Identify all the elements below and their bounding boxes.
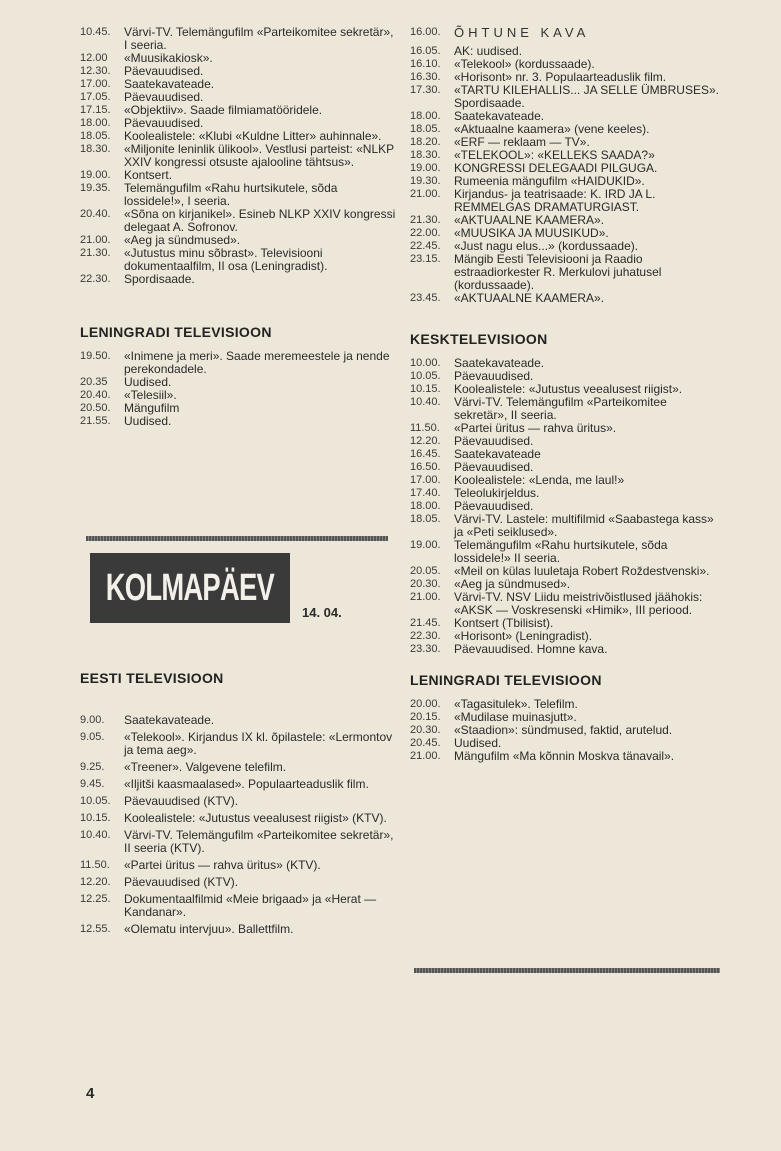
schedule-text: Päevauudised. Homne kava. (454, 642, 608, 656)
schedule-time: 20.05. (410, 565, 441, 577)
schedule-text: Koolealistele: «Jutustus veealusest riigist». (454, 382, 683, 396)
schedule-time: 18.05. (410, 123, 441, 135)
right-column (410, 26, 720, 763)
schedule-item (80, 829, 398, 855)
schedule-text: «Aeg ja sündmused». (454, 577, 571, 591)
schedule-time: 21.55. (80, 415, 111, 427)
schedule-text: «AKTUAALNE KAAMERA». (454, 291, 605, 305)
kolmapaev-date: 14. 04. (302, 605, 342, 620)
schedule-item (410, 292, 720, 305)
schedule-text: «Inimene ja meri». Saade meremeestele ja nende perekondadele. (124, 349, 390, 376)
schedule-time: 20.15. (410, 711, 441, 723)
schedule-item (410, 750, 720, 763)
eesti-heading: EESTI TELEVISIOON (80, 670, 224, 686)
schedule-time: 9.00. (80, 714, 105, 726)
schedule-item (80, 859, 398, 872)
schedule-text: «Muusikakiosk». (124, 51, 213, 65)
ohtune-time: 16.00. (410, 26, 441, 38)
schedule-text: Värvi-TV. Telemängufilm «Parteikomitee sekretär», II seeria (KTV). (124, 828, 394, 855)
kolmapaev-banner (90, 553, 290, 623)
schedule-time: 10.40. (80, 829, 111, 841)
schedule-item (410, 84, 720, 110)
schedule-item (80, 415, 398, 428)
ohtune-schedule (410, 45, 720, 305)
schedule-time: 20.00. (410, 698, 441, 710)
schedule-text: Telemängufilm «Rahu hurtsikutele, sõda lossidele!», I seeria. (124, 181, 338, 208)
left-top-schedule (80, 26, 398, 286)
schedule-time: 19.50. (80, 350, 111, 362)
schedule-text: Päevauudised. (454, 460, 534, 474)
schedule-time: 20.40. (80, 389, 111, 401)
schedule-time: 22.30. (80, 273, 111, 285)
schedule-text: «MUUSIKA JA MUUSIKUD». (454, 226, 609, 240)
schedule-text: Uudised. (124, 375, 172, 389)
left-column (80, 26, 398, 428)
page-number: 4 (86, 1085, 95, 1102)
schedule-text: «Just nagu elus...» (kordussaade). (454, 239, 639, 253)
schedule-text: «Tagasitulek». Telefilm. (454, 697, 578, 711)
schedule-time: 18.05. (80, 130, 111, 142)
schedule-time: 20.40. (80, 208, 111, 220)
schedule-time: 10.40. (410, 396, 441, 408)
schedule-time: 10.15. (80, 812, 111, 824)
schedule-text: Mängufilm «Ma kõnnin Moskva tänavail». (454, 749, 675, 763)
schedule-text: «Iljitši kaasmaalased». Populaarteaduslik film. (124, 777, 369, 791)
schedule-time: 19.00. (80, 169, 111, 181)
schedule-text: Värvi-TV. Telemängufilm «Parteikomitee sekretär», II seeria. (454, 395, 667, 422)
schedule-time: 9.45. (80, 778, 105, 790)
schedule-text: «Horisont» nr. 3. Populaarteaduslik film. (454, 70, 667, 84)
schedule-text: Saatekavateade. (454, 356, 545, 370)
schedule-time: 18.00. (410, 500, 441, 512)
schedule-item (80, 143, 398, 169)
schedule-text: Spordisaade. (124, 272, 195, 286)
schedule-time: 12.00 (80, 52, 108, 64)
schedule-text: Saatekavateade. (454, 109, 545, 123)
schedule-time: 12.30. (80, 65, 111, 77)
schedule-time: 23.45. (410, 292, 441, 304)
schedule-time: 17.30. (410, 84, 441, 96)
schedule-time: 10.00. (410, 357, 441, 369)
schedule-time: 19.35. (80, 182, 111, 194)
schedule-time: 10.45. (80, 26, 111, 38)
schedule-time: 9.25. (80, 761, 105, 773)
schedule-text: Päevauudised (KTV). (124, 794, 239, 808)
schedule-text: Värvi-TV. NSV Liidu meistrivõistlused jäähokis: «AKSK — Voskresenski «Himik», III periood. (454, 590, 703, 617)
schedule-time: 19.30. (410, 175, 441, 187)
schedule-item (80, 208, 398, 234)
schedule-item (80, 247, 398, 273)
schedule-text: Teleolukirjeldus. (454, 486, 540, 500)
schedule-item (410, 513, 720, 539)
kolmapaev-title: KOLMAPÄEV (105, 566, 275, 609)
schedule-text: Dokumentaalfilmid «Meie brigaad» ja «Herat — Kandanar». (124, 892, 377, 919)
schedule-text: Kirjandus- ja teatrisaade: K. IRD JA L. REMMELGAS DRAMATURGIAST. (454, 187, 656, 214)
schedule-time: 9.05. (80, 731, 105, 743)
schedule-text: Mängufilm (124, 401, 180, 415)
schedule-text: Päevauudised. (124, 116, 204, 130)
schedule-time: 16.05. (410, 45, 441, 57)
schedule-item (410, 253, 720, 292)
schedule-item (80, 714, 398, 727)
schedule-text: Päevauudised. (454, 369, 534, 383)
schedule-time: 18.30. (80, 143, 111, 155)
schedule-text: Koolealistele: «Klubi «Kuldne Litter» auhinnale». (124, 129, 382, 143)
schedule-text: Uudised. (454, 736, 502, 750)
schedule-text: Päevauudised (KTV). (124, 875, 239, 889)
schedule-text: Kontsert (Tbilisist). (454, 616, 554, 630)
schedule-time: 18.30. (410, 149, 441, 161)
schedule-text: «TELEKOOL»: «KELLEKS SAADA?» (454, 148, 655, 162)
schedule-time: 11.50. (410, 422, 440, 434)
schedule-text: Mängib Eesti Televisiooni ja Raadio estraadiorkester R. Merkulovi juhatusel (kordussaade). (454, 252, 662, 292)
schedule-text: Koolealistele: «Jutustus veealusest riigist» (KTV). (124, 811, 387, 825)
ohtune-heading: ÕHTUNE KAVA (454, 25, 590, 40)
schedule-text: Päevauudised. (454, 434, 534, 448)
schedule-text: Telemängufilm «Rahu hurtsikutele, sõda lossidele!» II seeria. (454, 538, 668, 565)
schedule-text: Koolealistele: «Lenda, me laul!» (454, 473, 625, 487)
schedule-item (80, 26, 398, 52)
schedule-time: 10.05. (80, 795, 111, 807)
schedule-text: «Aeg ja sündmused». (124, 233, 241, 247)
schedule-text: «Partei üritus — rahva üritus». (454, 421, 617, 435)
schedule-time: 20.30. (410, 578, 441, 590)
schedule-item (410, 396, 720, 422)
schedule-item (80, 778, 398, 791)
ohtune-heading-row (410, 26, 720, 39)
schedule-text: «ERF — reklaam — TV». (454, 135, 590, 149)
schedule-time: 21.00. (80, 234, 111, 246)
schedule-time: 16.50. (410, 461, 441, 473)
schedule-time: 20.30. (410, 724, 441, 736)
schedule-text: «Olematu intervjuu». Ballettfilm. (124, 922, 294, 936)
schedule-time: 18.05. (410, 513, 441, 525)
schedule-time: 23.30. (410, 643, 441, 655)
schedule-item (410, 591, 720, 617)
schedule-item (80, 350, 398, 376)
schedule-time: 19.00. (410, 539, 441, 551)
schedule-item (80, 923, 398, 936)
schedule-text: «AKTUAALNE KAAMERA». (454, 213, 605, 227)
schedule-text: «Meil on külas luuletaja Robert Roždestvenski». (454, 564, 710, 578)
schedule-time: 12.20. (410, 435, 441, 447)
schedule-time: 22.00. (410, 227, 441, 239)
schedule-time: 11.50. (80, 859, 110, 871)
schedule-text: Päevauudised. (124, 64, 204, 78)
schedule-text: «Telekool» (kordussaade). (454, 57, 595, 71)
schedule-text: Päevauudised. (454, 499, 534, 513)
leningradi-heading-1: LENINGRADI TELEVISIOON (80, 324, 272, 340)
schedule-item (80, 893, 398, 919)
eesti-schedule (80, 714, 398, 936)
schedule-item (80, 795, 398, 808)
schedule-item (410, 188, 720, 214)
schedule-item (80, 761, 398, 774)
schedule-time: 10.15. (410, 383, 441, 395)
schedule-text: «Objektiiv». Saade filmiamatööridele. (124, 103, 323, 117)
leningradi-schedule-2 (410, 698, 720, 763)
schedule-time: 21.30. (410, 214, 441, 226)
eesti-column (80, 670, 398, 940)
schedule-time: 21.00. (410, 750, 441, 762)
schedule-item (80, 876, 398, 889)
schedule-text: Rumeenia mängufilm «HAIDUKID». (454, 174, 645, 188)
schedule-time: 20.35 (80, 376, 108, 388)
schedule-text: «Horisont» (Leningradist). (454, 629, 593, 643)
divider-rule-left (86, 536, 388, 541)
schedule-time: 19.00. (410, 162, 441, 174)
kesktelevisioon-schedule (410, 357, 720, 656)
schedule-text: «Miljonite leninlik ülikool». Vestlusi parteist: «NLKP XXIV kongressi otsuste ajalooline tähtsus». (124, 142, 394, 169)
schedule-item (410, 539, 720, 565)
schedule-time: 17.15. (80, 104, 111, 116)
schedule-item (80, 182, 398, 208)
schedule-text: «Staadion»: sündmused, faktid, arutelud. (454, 723, 673, 737)
schedule-time: 21.00. (410, 188, 441, 200)
schedule-time: 22.30. (410, 630, 441, 642)
schedule-text: «Sõna on kirjanikel». Esineb NLKP XXIV kongressi delegaat A. Sofronov. (124, 207, 396, 234)
leningradi-heading-2: LENINGRADI TELEVISIOON (410, 672, 602, 688)
divider-rule-right (414, 968, 720, 973)
schedule-text: «TARTU KILEHALLIS... JA SELLE ÜMBRUSES». Spordisaade. (454, 83, 719, 110)
schedule-text: «Mudilase muinasjutt». (454, 710, 577, 724)
schedule-text: «Telesiil». (124, 388, 177, 402)
schedule-text: Saatekavateade. (124, 77, 215, 91)
schedule-text: Kontsert. (124, 168, 173, 182)
schedule-time: 17.00. (80, 78, 111, 90)
schedule-text: «Telekool». Kirjandus IX kl. õpilastele: «Lermontov ja tema aeg». (124, 730, 393, 757)
schedule-time: 20.45. (410, 737, 441, 749)
schedule-text: Saatekavateade. (124, 713, 215, 727)
schedule-time: 20.50. (80, 402, 111, 414)
schedule-time: 17.05. (80, 91, 111, 103)
schedule-text: Värvi-TV. Lastele: multifilmid «Saabastega kass» ja «Peti seiklused». (454, 512, 714, 539)
schedule-text: AK: uudised. (454, 44, 523, 58)
schedule-text: «Treener». Valgevene telefilm. (124, 760, 287, 774)
schedule-time: 21.30. (80, 247, 111, 259)
schedule-item (80, 812, 398, 825)
schedule-time: 12.55. (80, 923, 111, 935)
schedule-time: 21.45. (410, 617, 441, 629)
schedule-time: 16.30. (410, 71, 441, 83)
schedule-text: «Partei üritus — rahva üritus» (KTV). (124, 858, 321, 872)
kesktelevisioon-heading: KESKTELEVISIOON (410, 331, 548, 347)
schedule-item (80, 273, 398, 286)
schedule-text: Saatekavateade (454, 447, 541, 461)
schedule-item (410, 643, 720, 656)
schedule-text: «Aktuaalne kaamera» (vene keeles). (454, 122, 650, 136)
schedule-time: 10.05. (410, 370, 441, 382)
schedule-text: Uudised. (124, 414, 172, 428)
schedule-time: 16.10. (410, 58, 441, 70)
schedule-time: 22.45. (410, 240, 441, 252)
schedule-time: 21.00. (410, 591, 441, 603)
schedule-time: 18.00. (410, 110, 441, 122)
schedule-time: 18.20. (410, 136, 441, 148)
schedule-time: 16.45. (410, 448, 441, 460)
schedule-time: 23.15. (410, 253, 441, 265)
schedule-time: 18.00. (80, 117, 111, 129)
schedule-time: 12.25. (80, 893, 111, 905)
schedule-item (80, 731, 398, 757)
schedule-text: KONGRESSI DELEGAADI PILGUGA. (454, 161, 658, 175)
schedule-text: Värvi-TV. Telemängufilm «Parteikomitee sekretär», I seeria. (124, 25, 394, 52)
schedule-text: Päevauudised. (124, 90, 204, 104)
schedule-time: 12.20. (80, 876, 111, 888)
schedule-text: «Jutustus minu sõbrast». Televisiooni dokumentaalfilm, II osa (Leningradist). (124, 246, 328, 273)
leningradi-schedule-1 (80, 350, 398, 428)
schedule-time: 17.40. (410, 487, 441, 499)
schedule-time: 17.00. (410, 474, 441, 486)
